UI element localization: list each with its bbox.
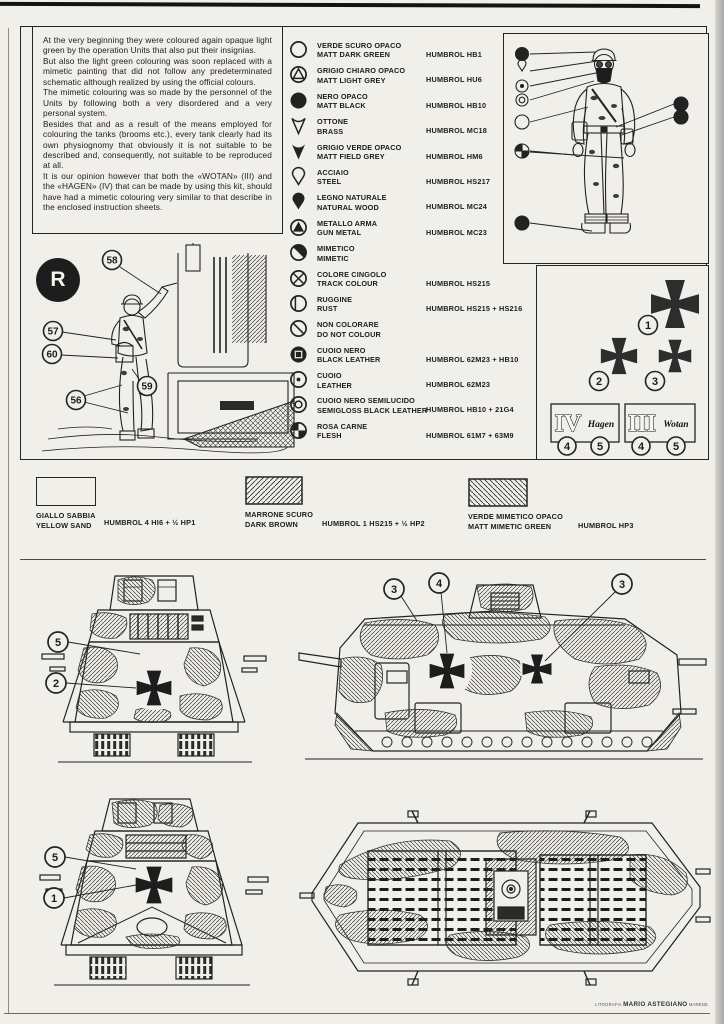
paint-name-en: FLESH — [317, 431, 342, 441]
decal-drawing — [537, 266, 706, 457]
callout-number: 5 — [51, 852, 59, 864]
credit-prefix: LITOGRAFIA — [595, 1002, 622, 1007]
legend-row — [289, 216, 535, 241]
scan-edge-bottom — [4, 1013, 710, 1014]
humbrol-code: HUMBROL HS215 + HS216 — [426, 303, 523, 313]
swatch-name-en: DARK BROWN — [245, 519, 298, 529]
swatch-code: HUMBROL 4 HI6 + ½ HP1 — [104, 518, 196, 527]
swatch-name-en: MATT MIMETIC GREEN — [468, 521, 552, 531]
paint-name-en: BRASS — [317, 126, 344, 136]
paint-name-it: METALLO ARMA — [317, 218, 378, 228]
paint-name-en: RUST — [317, 304, 338, 314]
legend-row — [289, 114, 535, 139]
paint-name-it: RUGGINE — [317, 294, 353, 304]
paint-name-it: OTTONE — [317, 117, 349, 127]
intro-paragraph: Besides that and as a result of the means employed for colouring the tanks (brooms etc.), every tank clearly had its own physiognomy that obviously it is not suitable to be described and, consequently, not suitable to be reproduced at all. — [43, 118, 272, 171]
paint-name-it: NERO OPACO — [317, 91, 368, 101]
paint-name-en: MATT LIGHT GREY — [317, 75, 386, 85]
humbrol-code: HUMBROL HB10 + 21G4 — [426, 405, 514, 415]
swatch-name-it: GIALLO SABBIA — [36, 511, 96, 520]
circle-dot-icon — [516, 80, 528, 92]
circle-quarters-icon — [515, 144, 529, 158]
callout-number: 56 — [70, 395, 82, 407]
circle-outline-icon — [289, 40, 308, 59]
roman-numeral: IV — [554, 411, 582, 437]
paint-name-en: LEATHER — [317, 380, 352, 390]
paint-name-en: MATT DARK GREEN — [317, 50, 391, 60]
humbrol-code: HUMBROL HB1 — [426, 50, 482, 59]
intro-paragraph: But also the light green colouring was soon replaced with a mimetic painting that did not follow any predeterminated schematic although realized by using the official colours. — [43, 55, 272, 87]
legend-row — [289, 89, 535, 114]
intro-text-box — [32, 26, 283, 234]
paint-name-en: BLACK LEATHER — [317, 355, 381, 365]
humbrol-code: HUMBROL 61M7 + 63M9 — [426, 430, 514, 440]
swatch-dark-brown — [245, 476, 425, 530]
legend-row — [289, 190, 535, 215]
humbrol-code: HUMBROL HS215 — [426, 278, 491, 288]
swatch-code: HUMBROL HP3 — [578, 521, 634, 530]
circle-filled-icon — [515, 216, 529, 230]
callout-number: 59 — [141, 381, 153, 393]
iron-cross-decal-small — [658, 339, 692, 373]
circle-ring-icon — [516, 94, 528, 106]
callout-number: 1 — [644, 320, 652, 332]
scan-edge-right — [715, 0, 724, 1024]
paint-name-it: NON COLORARE — [317, 320, 379, 330]
legend-row — [289, 317, 535, 342]
legend-row — [289, 419, 535, 444]
humbrol-code: HUMBROL HM6 — [426, 151, 483, 161]
callout-number: 4 — [435, 578, 443, 590]
tank-name: Wotan — [663, 420, 689, 430]
iron-cross-decal-medium — [600, 337, 638, 375]
plate-hagen — [551, 404, 619, 455]
tank-side-view — [295, 563, 710, 770]
swatch-yellow-sand — [36, 477, 196, 531]
swatch-name-it: VERDE MIMETICO OPACO — [468, 512, 563, 521]
tank-rear-view — [40, 570, 270, 775]
paint-name-en: NATURAL WOOD — [317, 202, 379, 212]
r-badge-label: R — [50, 268, 66, 291]
legend-row — [289, 393, 535, 418]
legend-row — [289, 38, 535, 63]
circle-outline-icon — [515, 115, 529, 129]
paint-name-en: TRACK COLOUR — [317, 279, 378, 288]
swatch-name-en: YELLOW SAND — [36, 520, 92, 530]
paint-name-it: MIMETICO — [317, 244, 355, 254]
paint-legend — [289, 38, 535, 444]
intro-paragraph: The mimetic colouring was so made by the personnel of the Units by following both a very disordered and a very personal system. — [43, 87, 272, 119]
painting-scene-drawing — [28, 243, 300, 461]
intro-paragraph: It is our opinion however that both the «WOTAN» (III) and the «HAGEN» (IV) that can be made by using this kit, should have had a mimetic colouring very similar to that describe in the enclosed instruction sheets. — [43, 170, 272, 213]
tank-top-view — [300, 795, 710, 1000]
legend-row — [289, 292, 535, 317]
crew-figure-drawing — [504, 34, 706, 261]
paint-name-it: COLORE CINGOLO — [317, 269, 387, 279]
drop-outline-icon — [289, 167, 308, 186]
callout-number: 4 — [637, 441, 645, 453]
callout-number: 2 — [595, 376, 603, 388]
callout-number: 58 — [106, 255, 118, 267]
paint-name-it: GRIGIO VERDE OPACO — [317, 142, 402, 152]
humbrol-code: HUMBROL HS217 — [426, 176, 491, 186]
swatch-code: HUMBROL 1 HS215 + ½ HP2 — [322, 519, 425, 528]
legend-row — [289, 165, 535, 190]
callout-number: 4 — [563, 441, 571, 453]
chevron-outline-icon — [289, 116, 308, 135]
humbrol-code: HUMBROL MC18 — [426, 126, 488, 136]
callout-number: 60 — [46, 349, 58, 361]
paint-name-en: MATT FIELD GREY — [317, 152, 385, 162]
swatch-rect-hatch-forward — [245, 476, 303, 505]
circle-filled-icon — [674, 110, 688, 124]
paint-name-en: MATT BLACK — [317, 101, 366, 111]
circle-filled-icon — [289, 91, 308, 110]
intro-paragraph: At the very beginning they were coloured again opaque light green by the operation Units that also put their insignias. — [43, 35, 272, 56]
circle-filled-icon — [516, 48, 529, 61]
swatch-rect-hatch-back — [468, 478, 528, 507]
callout-number: 57 — [47, 326, 59, 338]
callout-number: 5 — [596, 441, 604, 453]
paint-name-en: GUN METAL — [317, 228, 362, 238]
legend-row — [289, 267, 535, 292]
scan-edge-left — [8, 28, 9, 1013]
paint-name-it: ROSA CARNE — [317, 421, 368, 431]
paint-name-en: SEMIGLOSS BLACK LEATHER — [317, 405, 428, 415]
tank-front-view — [40, 795, 270, 1000]
credit-name: MARIO ASTEGIANO — [623, 1001, 688, 1008]
callout-number: 3 — [618, 579, 626, 591]
callout-number: 5 — [672, 441, 680, 453]
legend-row — [289, 241, 535, 266]
humbrol-code: HUMBROL MC24 — [426, 202, 488, 212]
humbrol-code: HUMBROL 62M23 — [426, 380, 491, 390]
paint-name-it: CUOIO — [317, 371, 342, 381]
humbrol-code: HUMBROL MC23 — [426, 227, 488, 237]
callout-number: 1 — [50, 893, 58, 905]
credit-suffix: MARENE — [688, 1002, 708, 1007]
legend-row — [289, 343, 535, 368]
legend-row — [289, 368, 535, 393]
humbrol-code: HUMBROL 62M23 + HB10 — [426, 354, 519, 364]
circle-triangle-filled-icon — [289, 218, 308, 237]
scan-edge-top — [0, 2, 700, 8]
drop-filled-icon — [289, 192, 308, 211]
paint-name-it: LEGNO NATURALE — [317, 193, 387, 203]
paint-name-it: CUOIO NERO SEMILUCIDO — [317, 396, 416, 406]
swatch-rect-plain — [36, 477, 96, 506]
circle-filled-icon — [674, 97, 688, 111]
paint-name-en: STEEL — [317, 177, 342, 187]
plate-wotan — [625, 404, 695, 455]
drop-outline-icon — [518, 60, 526, 71]
humbrol-code: HUMBROL HU6 — [426, 75, 482, 85]
paint-name-it: VERDE SCURO OPACO — [317, 41, 402, 50]
section-divider — [20, 559, 706, 560]
circle-triangle-outline-icon — [289, 65, 308, 84]
swatch-name-it: MARRONE SCURO — [245, 510, 314, 519]
legend-row — [289, 63, 535, 88]
callout-number: 2 — [52, 678, 60, 690]
chevron-filled-icon — [289, 142, 308, 161]
paint-name-it: GRIGIO CHIARO OPACO — [317, 66, 406, 76]
roman-numeral: III — [627, 411, 657, 437]
tank-name: Hagen — [587, 420, 615, 430]
paint-name-it: CUOIO NERO — [317, 345, 366, 355]
paint-name-it: ACCIAIO — [317, 167, 349, 177]
legend-row — [289, 140, 535, 165]
humbrol-code: HUMBROL HB10 — [426, 100, 487, 110]
paint-name-en: MIMETIC — [317, 253, 349, 263]
paint-scene-callouts — [43, 251, 157, 410]
printer-credit — [595, 1001, 708, 1008]
callout-number: 5 — [54, 637, 62, 649]
callout-number: 3 — [390, 584, 398, 596]
paint-name-en: DO NOT COLOUR — [317, 329, 381, 339]
callout-number: 3 — [651, 376, 659, 388]
swatch-mimetic-green — [468, 478, 634, 532]
